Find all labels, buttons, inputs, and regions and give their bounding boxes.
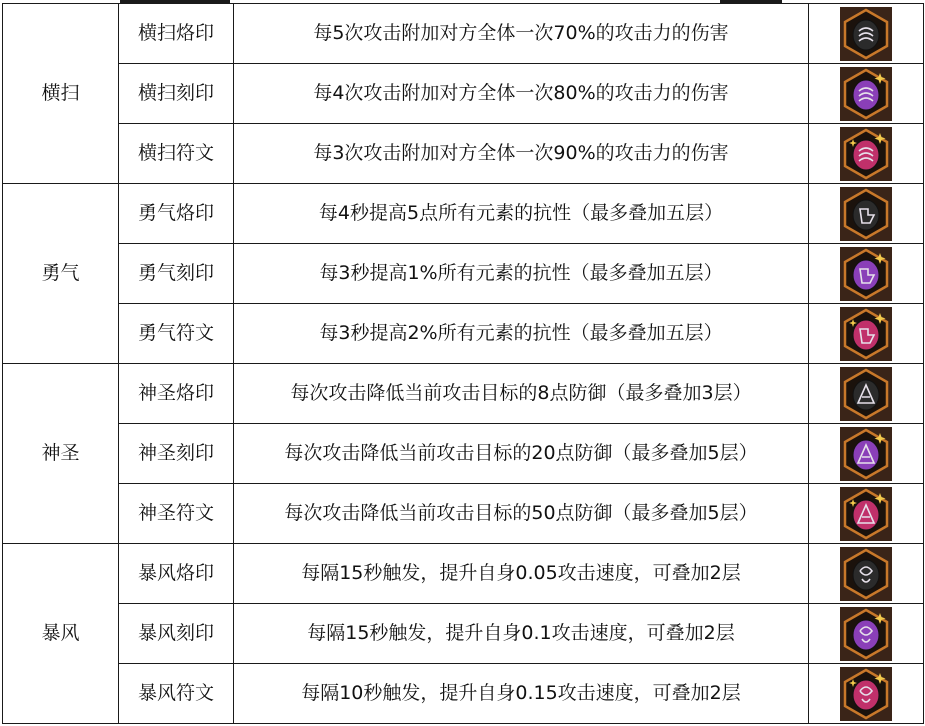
rune-name-cell: 神圣烙印 [119, 364, 234, 424]
sweep-engrave-icon [840, 67, 892, 121]
rune-icon-cell [809, 664, 924, 724]
table-row [3, 184, 924, 244]
rune-description-cell: 每隔15秒触发，提升自身0.05攻击速度，可叠加2层 [234, 544, 809, 604]
rune-name-cell: 勇气刻印 [119, 244, 234, 304]
rune-icon-cell [809, 364, 924, 424]
table-row [3, 4, 924, 64]
storm-brand-icon [840, 547, 892, 601]
rune-icon-cell [809, 544, 924, 604]
rune-name-cell: 暴风刻印 [119, 604, 234, 664]
rune-name-cell: 勇气烙印 [119, 184, 234, 244]
sweep-rune-icon [840, 127, 892, 181]
table-row [3, 244, 924, 304]
sweep-brand-icon [840, 7, 892, 61]
group-name-cell: 勇气 [3, 184, 119, 364]
rune-icon-cell [809, 124, 924, 184]
rune-name-cell: 神圣符文 [119, 484, 234, 544]
table-row [3, 424, 924, 484]
rune-description-cell: 每4秒提高5点所有元素的抗性（最多叠加五层） [234, 184, 809, 244]
rune-name-cell: 暴风符文 [119, 664, 234, 724]
table-row [3, 664, 924, 724]
rune-table-body [3, 4, 924, 724]
table-row [3, 484, 924, 544]
group-name-cell: 暴风 [3, 544, 119, 724]
storm-rune-icon [840, 667, 892, 721]
table-row [3, 544, 924, 604]
rune-description-cell: 每次攻击降低当前攻击目标的50点防御（最多叠加5层） [234, 484, 809, 544]
rune-description-cell: 每5次攻击附加对方全体一次70%的攻击力的伤害 [234, 4, 809, 64]
rune-icon-cell [809, 604, 924, 664]
table-row [3, 304, 924, 364]
rune-name-cell: 勇气符文 [119, 304, 234, 364]
courage-rune-icon [840, 307, 892, 361]
rune-icon-cell [809, 424, 924, 484]
rune-name-cell: 横扫刻印 [119, 64, 234, 124]
rune-icon-cell [809, 244, 924, 304]
holy-rune-icon [840, 487, 892, 541]
rune-description-cell: 每次攻击降低当前攻击目标的8点防御（最多叠加3层） [234, 364, 809, 424]
rune-name-cell: 横扫烙印 [119, 4, 234, 64]
holy-engrave-icon [840, 427, 892, 481]
courage-engrave-icon [840, 247, 892, 301]
rune-icon-cell [809, 64, 924, 124]
rune-description-cell: 每3次攻击附加对方全体一次90%的攻击力的伤害 [234, 124, 809, 184]
group-name-cell: 横扫 [3, 4, 119, 184]
rune-icon-cell [809, 4, 924, 64]
holy-brand-icon [840, 367, 892, 421]
table-row [3, 124, 924, 184]
rune-name-cell: 神圣刻印 [119, 424, 234, 484]
table-row [3, 364, 924, 424]
table-row [3, 604, 924, 664]
courage-brand-icon [840, 187, 892, 241]
rune-table [2, 3, 924, 724]
table-row [3, 64, 924, 124]
rune-icon-cell [809, 304, 924, 364]
storm-engrave-icon [840, 607, 892, 661]
rune-icon-cell [809, 184, 924, 244]
rune-description-cell: 每隔15秒触发，提升自身0.1攻击速度，可叠加2层 [234, 604, 809, 664]
rune-description-cell: 每隔10秒触发，提升自身0.15攻击速度，可叠加2层 [234, 664, 809, 724]
rune-name-cell: 横扫符文 [119, 124, 234, 184]
rune-icon-cell [809, 484, 924, 544]
rune-name-cell: 暴风烙印 [119, 544, 234, 604]
rune-description-cell: 每4次攻击附加对方全体一次80%的攻击力的伤害 [234, 64, 809, 124]
rune-description-cell: 每3秒提高2%所有元素的抗性（最多叠加五层） [234, 304, 809, 364]
group-name-cell: 神圣 [3, 364, 119, 544]
rune-description-cell: 每次攻击降低当前攻击目标的20点防御（最多叠加5层） [234, 424, 809, 484]
rune-description-cell: 每3秒提高1%所有元素的抗性（最多叠加五层） [234, 244, 809, 304]
